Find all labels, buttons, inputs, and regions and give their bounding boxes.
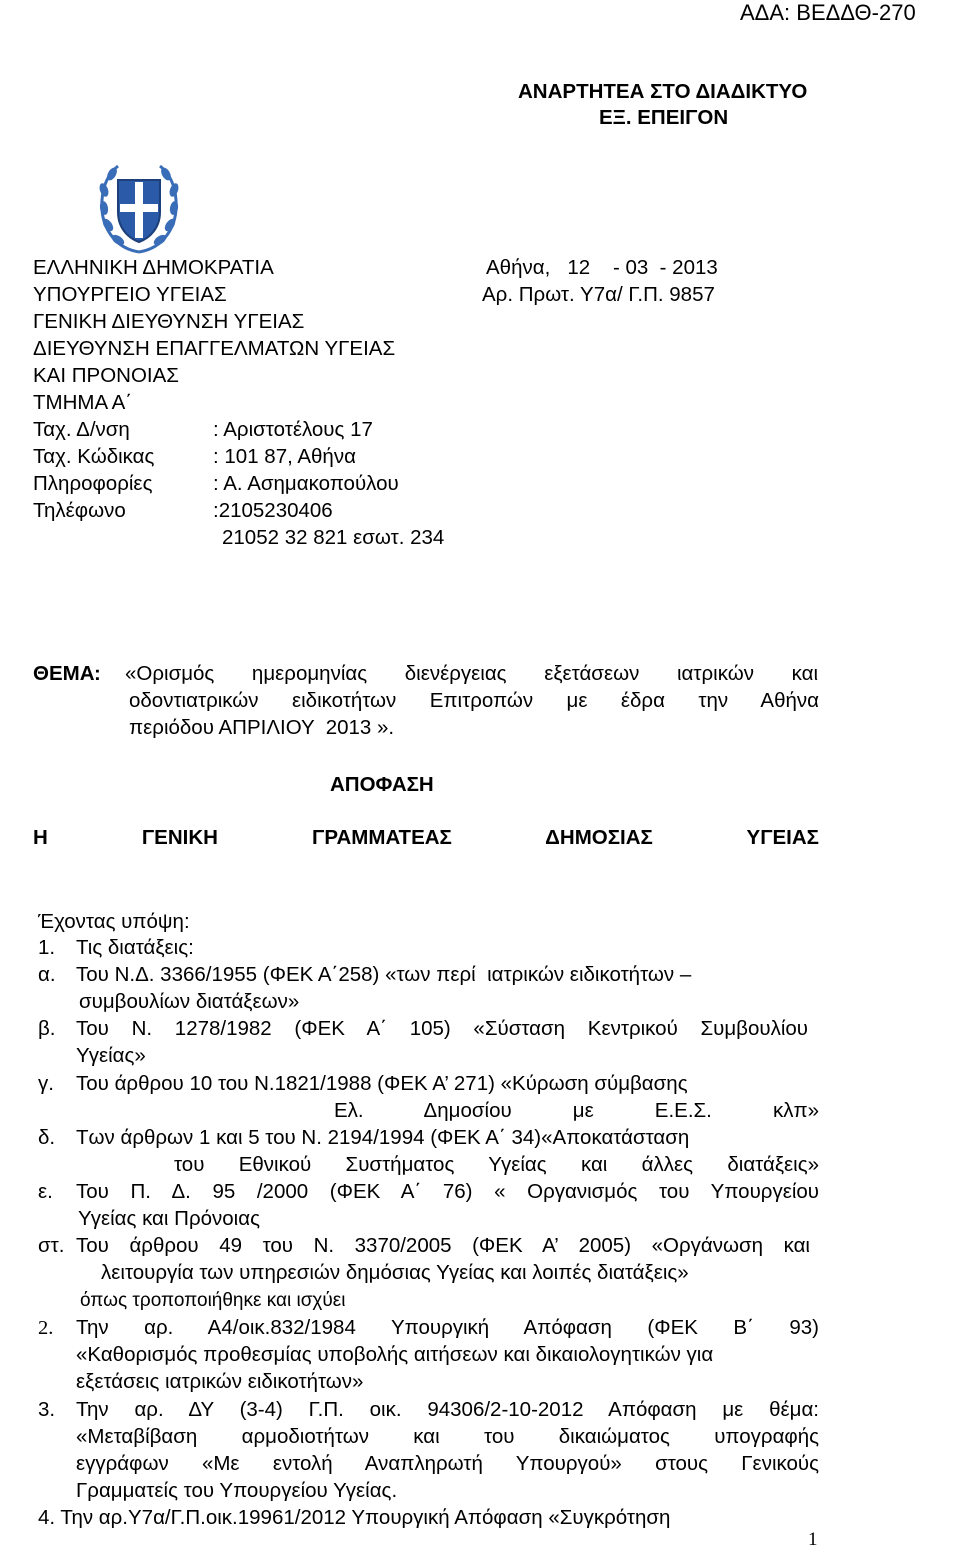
subject-label: ΘΕΜΑ xyxy=(33,662,95,685)
subitem-a-line-1: Του Ν.Δ. 3366/1955 (ΦΕΚ Α΄258) «των περί ιατρικών ειδικοτήτων – xyxy=(76,963,692,986)
item-4-text: 4. Την αρ.Υ7α/Γ.Π.οικ.19961/2012 Υπουργική Απόφαση «Συγκρότηση xyxy=(38,1506,671,1529)
subitem-c-line-2: Ελ. Δημοσίου με Ε.Ε.Σ. κλπ» xyxy=(334,1099,819,1122)
greek-coat-of-arms-icon xyxy=(96,160,182,258)
subitem-f-letter: στ. xyxy=(38,1234,65,1257)
subitem-b-letter: β. xyxy=(38,1017,56,1040)
sender-line-6: ΤΜΗΜΑ Α΄ xyxy=(33,391,133,414)
contact-value-postcode: : 101 87, Αθήνα xyxy=(213,445,356,468)
protocol-number: Αρ. Πρωτ. Υ7α/ Γ.Π. 9857 xyxy=(482,283,715,306)
subject-colon: : xyxy=(94,662,101,685)
item-3-line-1: Την αρ. ΔΥ (3-4) Γ.Π. οικ. 94306/2-10-2012 Απόφαση με θέμα: xyxy=(76,1398,819,1421)
sender-line-3: ΓΕΝΙΚΗ ΔΙΕΥΘΥΝΣΗ ΥΓΕΙΑΣ xyxy=(33,310,305,333)
item-3-line-3: εγγράφων «Με εντολή Αναπληρωτή Υπουργού» στους Γενικούς xyxy=(76,1452,819,1475)
item-2-line-1: Την αρ. Α4/οικ.832/1984 Υπουργική Απόφαση (ΦΕΚ Β΄ 93) xyxy=(76,1316,819,1339)
subitem-f-line-3: όπως τροποποιήθηκε και ισχύει xyxy=(80,1290,346,1311)
subitem-c-letter: γ. xyxy=(38,1072,54,1095)
sender-line-4: ΔΙΕΥΘΥΝΣΗ ΕΠΑΓΓΕΛΜΑΤΩΝ ΥΓΕΙΑΣ xyxy=(33,337,396,360)
subitem-c-line-1: Του άρθρου 10 του Ν.1821/1988 (ΦΕΚ Α’ 271) «Κύρωση σύμβασης xyxy=(76,1072,688,1095)
page-number: 1 xyxy=(808,1529,818,1550)
sender-line-1: ΕΛΛΗΝΙΚΗ ΔΗΜΟΚΡΑΤΙΑ xyxy=(33,256,274,279)
item-1-number: 1. xyxy=(38,936,56,959)
sender-line-2: ΥΠΟΥΡΓΕΙΟ ΥΓΕΙΑΣ xyxy=(33,283,227,306)
posting-notice: ΑΝΑΡΤΗΤΕΑ ΣΤΟ ΔΙΑΔΙΚΤΥΟ xyxy=(518,80,808,103)
contact-value-phone: :2105230406 xyxy=(213,499,333,522)
item-1-text: Τις διατάξεις: xyxy=(76,936,194,959)
contact-value-address: : Αριστοτέλους 17 xyxy=(213,418,373,441)
decision-title: ΑΠΟΦΑΣΗ xyxy=(330,773,434,796)
subject-line-3: περιόδου ΑΠΡΙΛΙΟΥ 2013 ». xyxy=(129,716,395,739)
item-3-number: 3. xyxy=(38,1398,56,1421)
subject-line-2: οδοντιατρικών ειδικοτήτων Επιτροπών με έδρα την Αθήνα xyxy=(129,689,819,712)
decision-issuer: Η ΓΕΝΙΚΗ ΓΡΑΜΜΑΤΕΑΣ ΔΗΜΟΣΙΑΣ ΥΓΕΙΑΣ xyxy=(33,826,819,849)
contact-label-info: Πληροφορίες xyxy=(33,472,153,495)
subitem-a-letter: α. xyxy=(38,963,56,986)
subitem-d-line-2: του Εθνικού Συστήματος Υγείας και άλλες διατάξεις» xyxy=(174,1153,819,1176)
item-3-line-4: Γραμματείς του Υπουργείου Υγείας. xyxy=(76,1479,398,1502)
subject-line-1: «Ορισμός ημερομηνίας διενέργειας εξετάσεων ιατρικών και xyxy=(125,662,818,685)
subitem-a-line-2: συμβουλίων διατάξεων» xyxy=(79,990,300,1013)
item-2-line-2: «Καθορισμός προθεσμίας υποβολής αιτήσεων και δικαιολογητικών για xyxy=(76,1343,714,1366)
subitem-b-line-2: Υγείας» xyxy=(76,1044,146,1067)
contact-value-info: : Α. Ασημακοπούλου xyxy=(213,472,399,495)
sender-line-5: ΚΑΙ ΠΡΟΝΟΙΑΣ xyxy=(33,364,179,387)
subitem-e-line-1: Του Π. Δ. 95 /2000 (ΦΕΚ Α΄ 76) « Οργανισμός του Υπουργείου xyxy=(76,1180,819,1203)
contact-label-postcode: Ταχ. Κώδικας xyxy=(33,445,155,468)
contact-phone-extension: 21052 32 821 εσωτ. 234 xyxy=(222,526,445,549)
subitem-b-line-1: Του Ν. 1278/1982 (ΦΕΚ Α΄ 105) «Σύσταση Κεντρικού Συμβουλίου xyxy=(76,1017,808,1040)
urgency-notice: ΕΞ. ΕΠΕΙΓΟΝ xyxy=(599,106,729,129)
subitem-f-line-2: λειτουργία των υπηρεσιών δημόσιας Υγείας και λοιπές διατάξεις» xyxy=(101,1261,689,1284)
subitem-e-letter: ε. xyxy=(38,1180,53,1203)
ada-code: ΑΔΑ: ΒΕΔΔΘ-270 xyxy=(740,0,916,25)
having-regard-heading: Έχοντας υπόψη: xyxy=(38,910,190,933)
item-2-number: 2. xyxy=(38,1317,54,1339)
subitem-f-line-1: Του άρθρου 49 του Ν. 3370/2005 (ΦΕΚ Α’ 2005) «Οργάνωση και xyxy=(76,1234,810,1257)
contact-label-phone: Τηλέφωνο xyxy=(33,499,126,522)
subitem-e-line-2: Υγείας και Πρόνοιας xyxy=(78,1207,260,1230)
item-2-line-3: εξετάσεις ιατρικών ειδικοτήτων» xyxy=(76,1370,364,1393)
item-3-line-2: «Μεταβίβαση αρμοδιοτήτων και του δικαιώματος υπογραφής xyxy=(76,1425,819,1448)
subitem-d-letter: δ. xyxy=(38,1126,56,1149)
contact-label-address: Ταχ. Δ/νση xyxy=(33,418,130,441)
document-date: Αθήνα, 12 - 03 - 2013 xyxy=(486,256,718,279)
subitem-d-line-1: Των άρθρων 1 και 5 του Ν. 2194/1994 (ΦΕΚ Α΄ 34)«Αποκατάσταση xyxy=(76,1126,690,1149)
